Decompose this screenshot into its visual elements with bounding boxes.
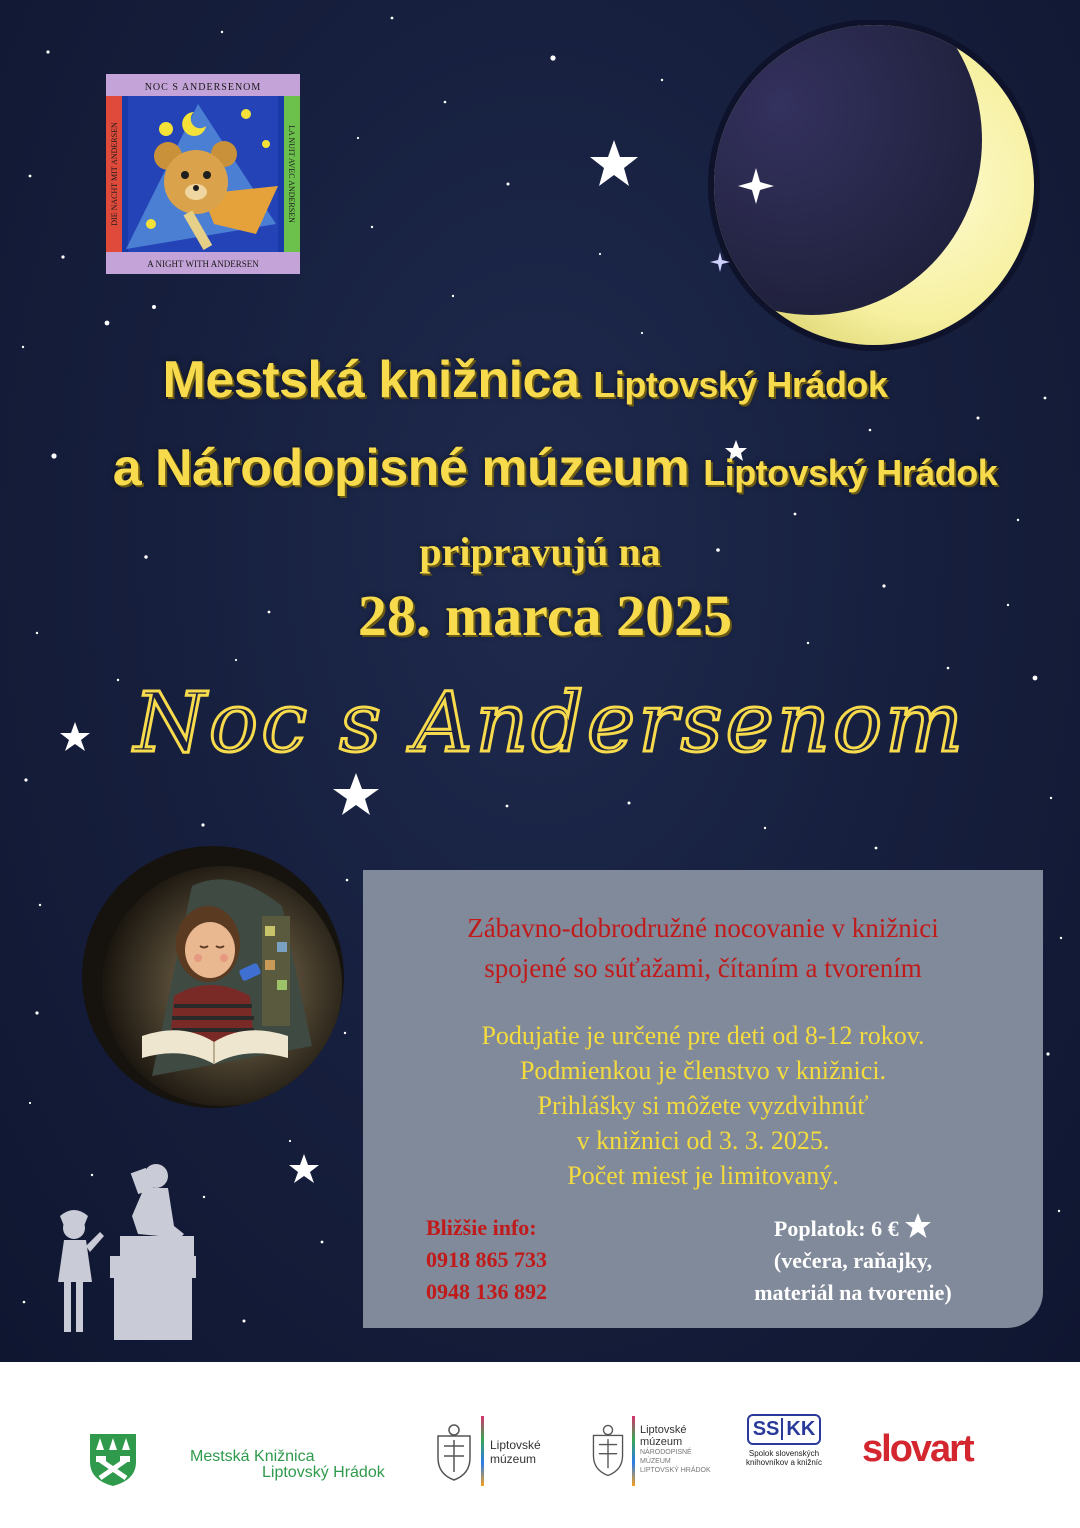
library-logo-text-1: Mestská Kni <box>190 1448 278 1465</box>
contact-phone-1: 0918 865 733 <box>426 1247 547 1272</box>
logo-top-text: NOC S ANDERSENOM <box>144 82 262 93</box>
star-icon <box>904 1212 932 1240</box>
museum2-sub1: NÁRODOPISNÉ <box>640 1449 692 1456</box>
museum2-logo-divider <box>632 1416 635 1486</box>
event-title: Noc s Andersenom <box>133 676 967 771</box>
library-logo-text-3: L <box>262 1464 271 1481</box>
sskk-badge-1: SS <box>752 1418 780 1440</box>
sponsor-footer <box>0 1362 1080 1528</box>
library-logo <box>190 1448 385 1482</box>
town-coat-of-arms-logo <box>88 1432 138 1488</box>
panel-detail-membership: Podmienkou je členstvo v knižnici. <box>519 1056 887 1085</box>
panel-detail-date: v knižnici od 3. 3. 2025. <box>576 1126 830 1155</box>
panel-detail-age: Podujatie je určené pre deti od 8-12 rokov. <box>481 1021 925 1050</box>
contact-block <box>426 1212 547 1308</box>
panel-detail-applications: Prihlášky si môžete vyzdvihnúť <box>537 1091 869 1120</box>
panel-intro-line2: spojené so súťažami, čítaním a tvorením <box>484 953 922 983</box>
museum-logo-1 <box>490 1438 541 1466</box>
headline-museum: a Národopisné múzeum Liptovský Hrádok <box>112 439 998 497</box>
museum2-line2: múzeum <box>640 1436 683 1448</box>
logo-right-text: LA NUIT AVEC ANDERSEN <box>287 125 296 223</box>
girl-reading-illustration <box>82 846 344 1108</box>
fee-note-line2: materiál na tvorenie) <box>754 1280 952 1305</box>
library-logo-text-4: iptovský Hrádok <box>270 1464 385 1481</box>
logo-left-text: DIE NACHT MIT ANDERSEN <box>110 122 119 226</box>
info-panel <box>363 870 1043 1328</box>
event-date: 28. marca 2025 <box>357 583 733 648</box>
contact-label: Bližšie info: <box>426 1215 537 1240</box>
slovart-logo: slovart <box>862 1428 973 1470</box>
sskk-line2: knihovníkov a knižníc <box>745 1458 823 1467</box>
museum2-sub3: LIPTOVSKÝ HRÁDOK <box>640 1467 711 1474</box>
fee-block <box>703 1212 1003 1309</box>
museum2-line1: Liptovské <box>640 1424 687 1436</box>
museum-logo-2 <box>640 1424 711 1475</box>
museum1-line1: Liptovské <box>490 1438 541 1452</box>
sskk-badge-2: KK <box>781 1418 815 1440</box>
panel-intro-line1: Zábavno-dobrodružné nocovanie v knižnici <box>467 913 939 943</box>
headline-library: Mestská knižnica Liptovský Hrádok <box>162 351 888 409</box>
contact-phone-2: 0948 136 892 <box>426 1279 547 1304</box>
logo-bottom-text: A NIGHT WITH ANDERSEN <box>147 259 259 269</box>
noc-s-andersenom-logo <box>106 74 300 274</box>
headline-preparing: pripravujú na <box>419 529 661 574</box>
museum-logo-divider <box>481 1416 484 1486</box>
museum2-crest-icon <box>588 1422 628 1478</box>
museum1-line2: múzeum <box>490 1452 537 1466</box>
children-reading-silhouette <box>52 1156 202 1340</box>
museum2-sub2: MÚZEUM <box>640 1458 671 1465</box>
sskk-logo <box>740 1414 828 1467</box>
sskk-line1: Spolok slovenských <box>748 1449 820 1458</box>
museum-crest-icon <box>432 1422 476 1482</box>
crescent-moon-image <box>684 20 1064 360</box>
fee-note-line1: (večera, raňajky, <box>773 1248 933 1273</box>
panel-detail-limited: Počet miest je limitovaný. <box>567 1161 839 1190</box>
fee-label: Poplatok: 6 € <box>773 1216 899 1241</box>
library-logo-text-2: žnica <box>277 1448 315 1465</box>
